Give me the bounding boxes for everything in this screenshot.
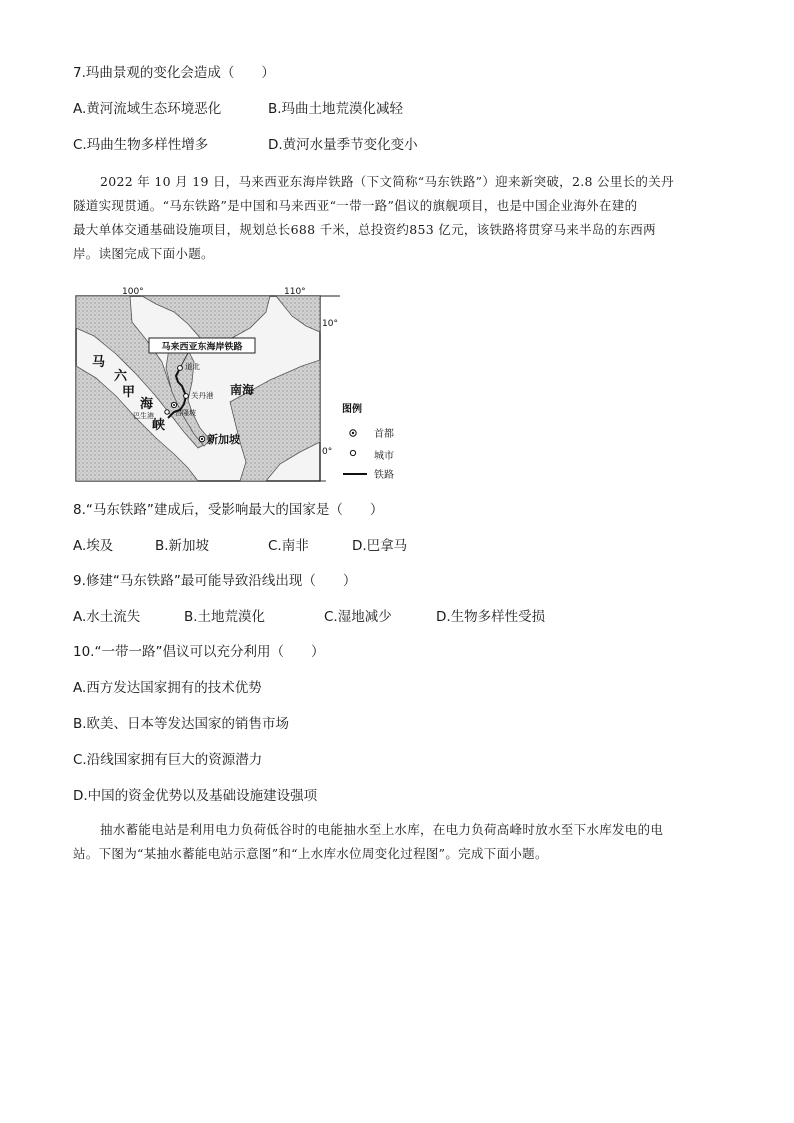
legend-city-symbol	[350, 450, 355, 455]
question-7-option-c: C.玛曲生物多样性增多	[73, 137, 209, 153]
question-9-stem: 9.修建“马东铁路”最可能导致沿线出现（ ）	[73, 573, 357, 589]
city-kuantan-label: 关丹港	[191, 391, 214, 400]
question-7-option-d: D.黄河水量季节变化变小	[268, 137, 418, 153]
strait-char-2: 六	[114, 369, 128, 384]
latitude-0-label: 0°	[322, 447, 333, 457]
passage-railway-line-4: 岸。读图完成下面小题。	[73, 246, 214, 261]
question-7-stem: 7.玛曲景观的变化会造成（ ）	[73, 65, 275, 81]
passage-pumped-storage-line-2: 站。下图为“某抽水蓄能电站示意图”和“上水库水位周变化过程图”。完成下面小题。	[73, 846, 548, 861]
strait-char-5: 峡	[152, 418, 166, 433]
question-7-option-b: B.玛曲土地荒漠化减轻	[268, 101, 404, 117]
passage-pumped-storage-line-1: 抽水蓄能电站是利用电力负荷低谷时的电能抽水至上水库，在电力负荷高峰时放水至下水库发电的电	[100, 822, 664, 837]
question-8-stem: 8.“马东铁路”建成后，受影响最大的国家是（ ）	[73, 502, 384, 518]
latitude-10-label: 10°	[322, 319, 338, 329]
city-port-klang-marker	[165, 410, 169, 414]
question-7-option-a: A.黄河流域生态环境恶化	[73, 101, 222, 117]
question-9-option-c: C.湿地减少	[324, 609, 392, 625]
strait-char-1: 马	[92, 355, 106, 370]
south-china-sea-label: 南海	[230, 383, 255, 397]
passage-pumped-storage	[73, 818, 723, 866]
question-8-option-d: D.巴拿马	[352, 538, 408, 554]
question-10-stem: 10.“一带一路”倡议可以充分利用（ ）	[73, 644, 325, 660]
legend-railway-label: 铁路	[374, 470, 394, 481]
legend-title: 图例	[342, 404, 362, 415]
city-singapore-label: 新加坡	[207, 433, 240, 446]
passage-railway-line-2: 隧道实现贯通。“马东铁路”是中国和马来西亚“一带一路”倡议的旗舰项目，也是中国企业海外在建的	[73, 198, 638, 213]
question-10-option-d: D.中国的资金优势以及基础设施建设强项	[73, 788, 318, 804]
city-kuantan-marker	[184, 394, 189, 399]
question-8-option-b: B.新加坡	[155, 538, 210, 554]
malaysia-railway-map	[70, 282, 410, 487]
legend-city-label: 城市	[374, 451, 394, 462]
question-10-option-c: C.沿线国家拥有巨大的资源潜力	[73, 752, 263, 768]
question-8-option-c: C.南非	[268, 538, 309, 554]
question-9-option-d: D.生物多样性受损	[436, 609, 546, 625]
question-10-option-b: B.欧美、日本等发达国家的销售市场	[73, 716, 290, 732]
map-svg	[70, 282, 410, 487]
question-8-option-a: A.埃及	[73, 538, 114, 554]
passage-railway-line-3: 最大单体交通基础设施项目，规划总长688 千米，总投资约853 亿元，该铁路将贯穿马来半岛的东西两	[73, 222, 656, 237]
city-kuala-lumpur-label: 吉隆坡	[175, 409, 196, 417]
city-kota-bharu-label: 道北	[185, 362, 200, 371]
city-port-klang-label: 巴生港	[133, 412, 154, 420]
strait-char-3: 甲	[122, 385, 136, 400]
legend-capital-label: 首都	[374, 429, 394, 440]
railway-label: 马来西亚东海岸铁路	[161, 342, 243, 353]
city-kota-bharu-marker	[178, 366, 183, 371]
longitude-110-label: 110°	[284, 287, 306, 297]
question-10-option-a: A.西方发达国家拥有的技术优势	[73, 680, 262, 696]
passage-railway-line-1: 2022 年 10 月 19 日，马来西亚东海岸铁路（下文简称“马东铁路”）迎来新突破，2.8 公里长的关丹	[100, 174, 674, 189]
strait-char-4: 海	[140, 397, 154, 412]
question-9-option-b: B.土地荒漠化	[184, 609, 266, 625]
passage-railway	[73, 170, 723, 266]
longitude-100-label: 100°	[122, 287, 144, 297]
question-9-option-a: A.水土流失	[73, 609, 141, 625]
